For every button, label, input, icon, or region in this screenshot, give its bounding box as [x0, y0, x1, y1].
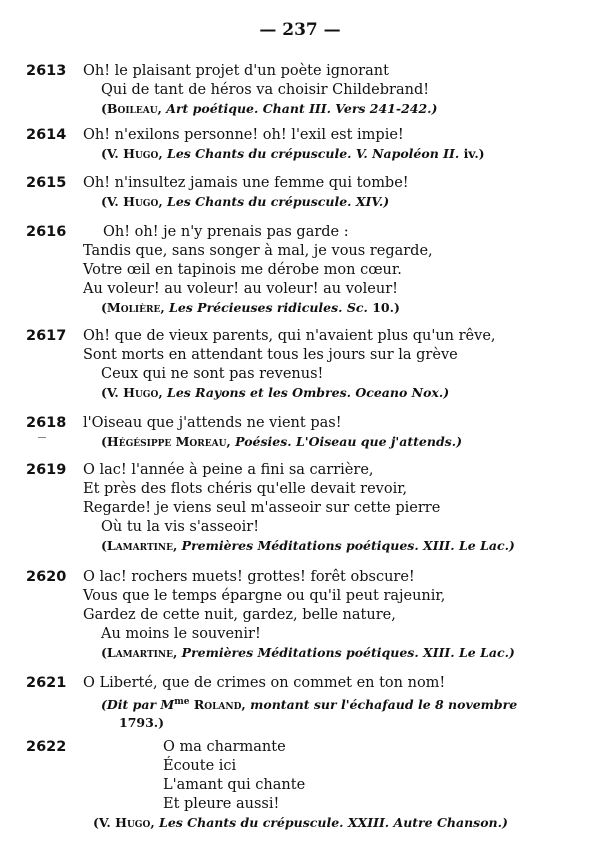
source-citation	[83, 433, 590, 451]
source-author: (Molière,	[101, 300, 165, 315]
source-citation	[83, 145, 590, 163]
source-work: Art poétique. Chant III. Vers 241-242.)	[166, 101, 438, 116]
source-author: (V. Hugo,	[101, 385, 163, 400]
verse-line: Qui de tant de héros va choisir Childebrand!	[101, 82, 430, 98]
source-detail: 10.)	[372, 300, 400, 315]
verse-line: O Liberté, que de crimes on commet en ton nom!	[83, 675, 446, 691]
entry-number: 2614	[26, 127, 67, 143]
source-author: (V. Hugo,	[93, 815, 155, 830]
source-work: Poésies. L'Oiseau que j'attends.)	[235, 434, 462, 449]
source-author: (Lamartine,	[101, 645, 178, 660]
source-author: Roland,	[193, 697, 246, 713]
source-author: (Hégésippe Moreau,	[101, 434, 231, 449]
source-work: Les Rayons et les Ombres. Oceano Nox.)	[167, 385, 450, 400]
entry-number: 2613	[26, 63, 67, 79]
page-number: — 237 —	[259, 20, 341, 40]
verse-line: Vous que le temps épargne ou qu'il peut rajeunir,	[83, 588, 446, 604]
verse-line: O lac! l'année à peine a fini sa carrière,	[83, 462, 374, 478]
entry-number: 2622	[26, 739, 67, 755]
source-detail: iv.)	[463, 146, 485, 161]
source-work: Les Précieuses ridicules. Sc.	[169, 300, 368, 315]
entry-number: 2621	[26, 675, 67, 691]
verse-line: Votre œil en tapinois me dérobe mon cœur.	[83, 262, 402, 278]
source-author: (Lamartine,	[101, 538, 178, 553]
verse-line: l'Oiseau que j'attends ne vient pas!	[83, 415, 342, 431]
source-work: montant sur l'échafaud le 8 novembre	[250, 697, 518, 713]
source-continuation	[83, 714, 590, 732]
source-year: 1793.)	[119, 715, 165, 731]
source-citation	[83, 193, 590, 211]
verse-line: Tandis que, sans songer à mal, je vous regarde,	[83, 243, 433, 259]
source-citation	[83, 384, 590, 402]
verse-line: Au voleur! au voleur! au voleur! au voleur!	[83, 281, 398, 297]
source-work: Premières Méditations poétiques. XIII. Le Lac.)	[181, 538, 515, 553]
entry-number: 2619	[26, 462, 67, 478]
source-citation	[83, 644, 590, 662]
source-citation	[83, 814, 590, 832]
verse-line: L'amant qui chante	[163, 777, 306, 793]
source-citation	[83, 299, 590, 317]
verse-line: O ma charmante	[163, 739, 286, 755]
source-citation	[83, 693, 590, 714]
verse-line: Et près des flots chéris qu'elle devait revoir,	[83, 481, 408, 497]
verse-line: Gardez de cette nuit, gardez, belle nature,	[83, 607, 396, 623]
source-work: Les Chants du crépuscule. XIV.)	[167, 194, 390, 209]
verse-line: Regarde! je viens seul m'asseoir sur cette pierre	[83, 500, 441, 516]
margin-mark	[38, 437, 46, 438]
verse-line: Ceux qui ne sont pas revenus!	[101, 366, 324, 382]
source-work: Premières Méditations poétiques. XIII. Le Lac.)	[181, 645, 515, 660]
verse-line: Oh! n'insultez jamais une femme qui tombe!	[83, 175, 409, 191]
verse-line: Oh! oh! je n'y prenais pas garde :	[103, 224, 349, 240]
verse-line: Au moins le souvenir!	[101, 626, 261, 642]
verse-line: Sont morts en attendant tous les jours sur la grève	[83, 347, 458, 363]
entry-number: 2617	[26, 328, 67, 344]
source-author: (V. Hugo,	[101, 194, 163, 209]
source-work: Les Chants du crépuscule. V. Napoléon II.	[167, 146, 460, 161]
entry-number: 2620	[26, 569, 67, 585]
verse-line: Oh! que de vieux parents, qui n'avaient plus qu'un rêve,	[83, 328, 496, 344]
entry-number: 2618	[26, 415, 67, 431]
verse-line: Où tu la vis s'asseoir!	[101, 519, 260, 535]
verse-line: Oh! le plaisant projet d'un poète ignorant	[83, 63, 389, 79]
source-author: (Boileau,	[101, 101, 162, 116]
verse-line: O lac! rochers muets! grottes! forêt obscure!	[83, 569, 415, 585]
verse-line: Écoute ici	[163, 758, 237, 774]
source-citation	[83, 100, 590, 118]
verse-line: Oh! n'exilons personne! oh! l'exil est impie!	[83, 127, 404, 143]
source-work: Les Chants du crépuscule. XXIII. Autre Chanson.)	[159, 815, 508, 830]
source-author: (V. Hugo,	[101, 146, 163, 161]
entry-number: 2616	[26, 224, 67, 240]
entry-number: 2615	[26, 175, 67, 191]
source-citation	[83, 537, 590, 555]
source-superscript: me	[174, 697, 190, 707]
source-prefix: (Dit par M	[101, 697, 175, 713]
verse-line: Et pleure aussi!	[163, 796, 280, 812]
